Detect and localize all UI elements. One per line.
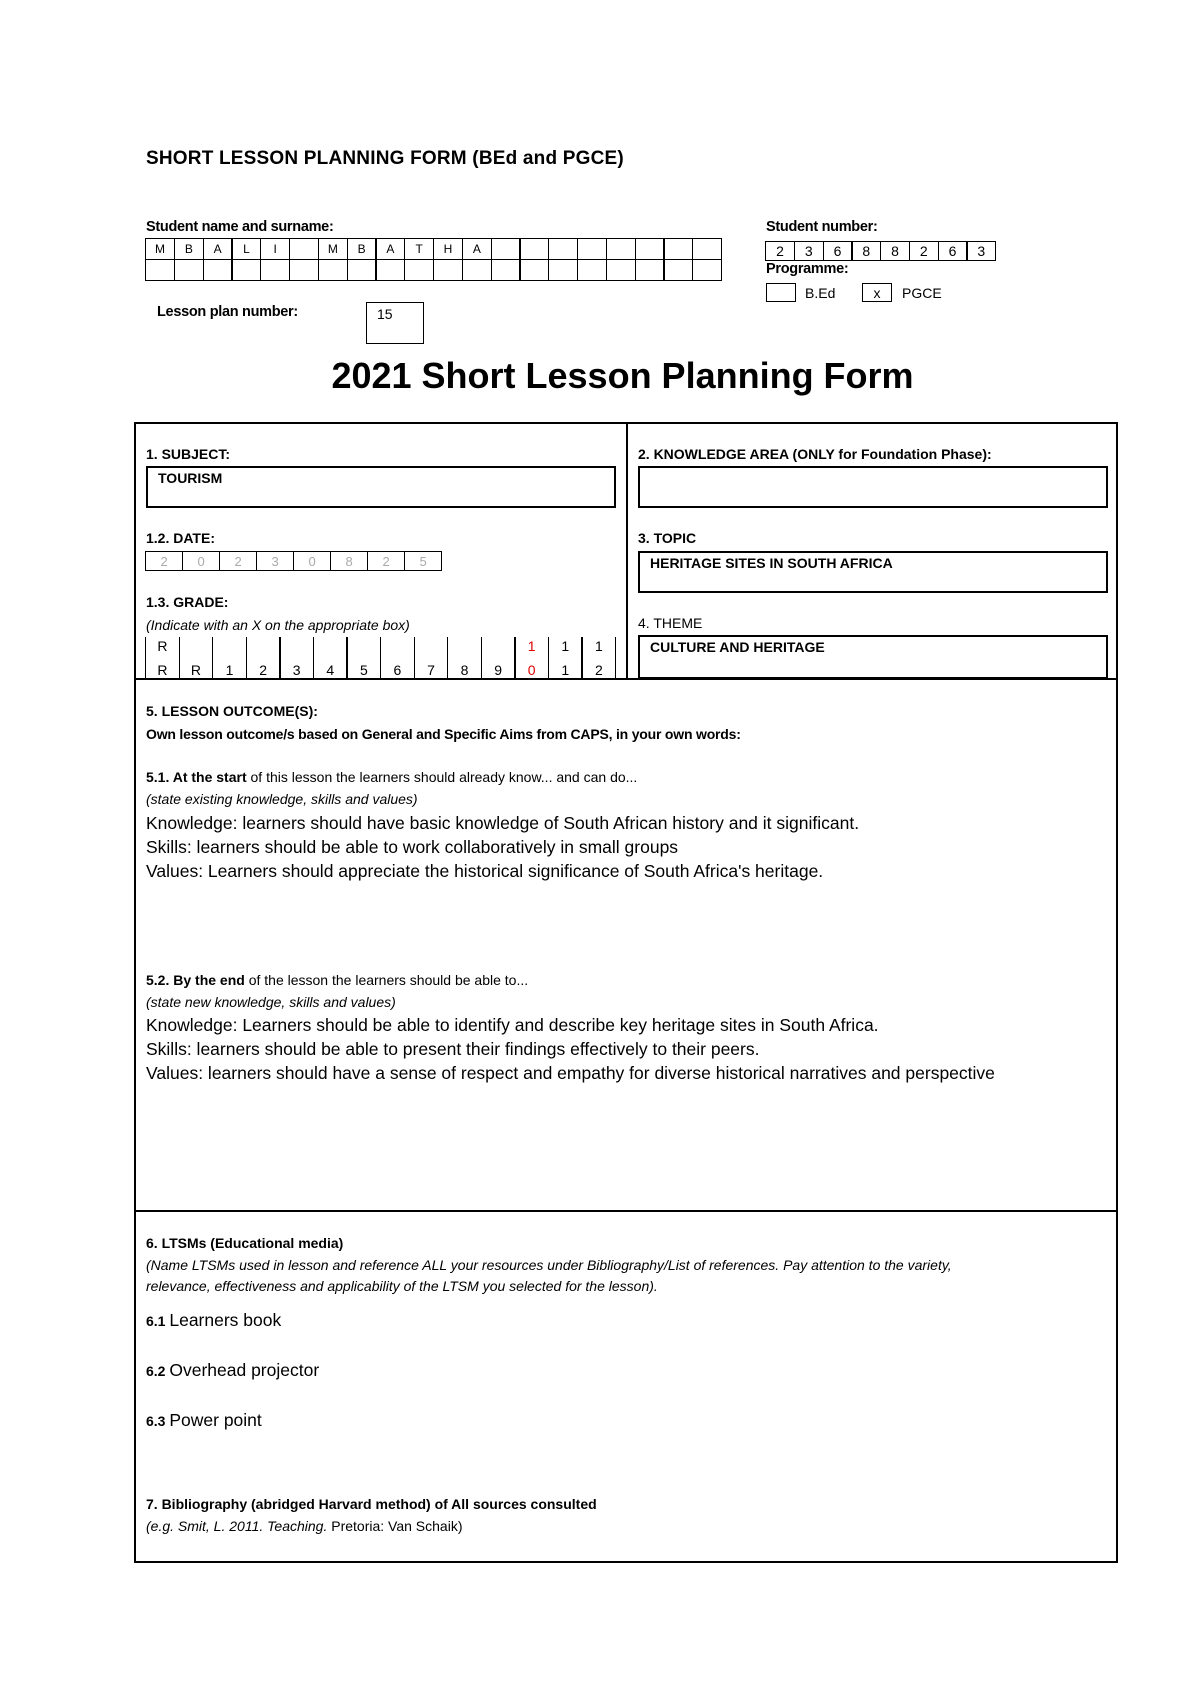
outcome-end-line: Skills: learners should be able to present their findings effectively to their peers. [146,1039,760,1059]
student-number-digit: 6 [938,241,968,261]
bibliography-example-c: Pretoria: Van Schaik) [327,1518,463,1534]
theme-field[interactable]: CULTURE AND HERITAGE [638,635,1108,679]
knowledge-area-label: 2. KNOWLEDGE AREA (ONLY for Foundation Phase): [638,446,992,462]
lesson-plan-number-label: Lesson plan number: [157,304,298,320]
name-letter-cell [577,238,607,260]
lesson-plan-number-field[interactable]: 15 [366,302,424,344]
bibliography-example-b: Teaching. [267,1518,328,1534]
name-letter-cell [347,259,377,281]
name-letter-cell [491,238,521,260]
name-letter-cell [376,259,406,281]
grade-option-cell[interactable] [481,637,515,679]
name-letter-cell [289,238,319,260]
ltsm-item-text: Power point [169,1410,262,1430]
name-letter-cell [520,238,550,260]
ltsm-label: 6. LTSMs (Educational media) [146,1235,344,1251]
name-letter-cell [606,238,636,260]
row-divider [134,1210,1118,1212]
outcome-end-heading [146,972,528,988]
name-letter-cell [491,259,521,281]
outcome-start-rest: of this lesson the learners should already know... and can do... [246,769,638,785]
outcome-start-bold: 5.1. At the start [146,769,247,785]
name-letter-cell [232,259,262,281]
student-number-digit: 6 [823,241,853,261]
main-title: 2021 Short Lesson Planning Form [331,355,914,396]
ltsm-list [146,1310,319,1460]
outcome-end-line: Values: learners should have a sense of respect and empathy for diverse historical narratives and perspective [146,1063,995,1083]
name-letter-cell: A [376,238,406,260]
grade-option-cell[interactable] [347,637,381,679]
bibliography-label: 7. Bibliography (abridged Harvard method) of All sources consulted [146,1496,597,1512]
ltsm-hint-line2: relevance, effectiveness and applicability of the LTSM you selected for the lesson). [146,1278,658,1294]
ltsm-hint-line1: (Name LTSMs used in lesson and reference ALL your resources under Bibliography/List of references. Pay attention to the variety, [146,1257,952,1273]
name-letter-cell [174,259,204,281]
grade-option-top: R [157,638,168,654]
name-letter-cell [635,259,665,281]
date-digit-cell: 8 [330,551,368,571]
bibliography-example [146,1518,462,1534]
programme-pgce-label: PGCE [902,285,942,301]
outcome-end-bold: 5.2. By the end [146,972,245,988]
date-digit-cell: 0 [293,551,331,571]
outcome-end-rest: of the lesson the learners should be able to... [244,972,529,988]
name-letter-cell [548,259,578,281]
grade-option-bottom: 6 [393,662,402,678]
name-letter-cell [404,259,434,281]
student-name-grid[interactable] [146,239,722,281]
grade-option-bottom: 4 [326,662,335,678]
date-digit-cell: 0 [182,551,220,571]
topic-field[interactable]: HERITAGE SITES IN SOUTH AFRICA [638,551,1108,593]
name-letter-cell [548,238,578,260]
ltsm-item [146,1410,319,1460]
name-letter-cell: L [232,238,262,260]
student-number-digit: 2 [909,241,939,261]
date-grid[interactable] [146,551,442,571]
date-label: 1.2. DATE: [146,530,215,546]
student-number-digit: 3 [967,241,997,261]
name-letter-cell: T [404,238,434,260]
grade-option-cell[interactable] [447,637,481,679]
name-letter-cell [692,259,722,281]
subject-field[interactable]: TOURISM [146,466,616,508]
ltsm-item-number: 6.2 [146,1363,170,1379]
name-letter-cell: M [318,238,348,260]
grade-option-cell[interactable] [582,637,616,679]
column-divider [626,422,628,680]
knowledge-area-field[interactable] [638,466,1108,508]
name-letter-cell [462,259,492,281]
name-letter-cell: B [174,238,204,260]
outcome-start-line: Knowledge: learners should have basic knowledge of South African history and it significant. [146,813,860,833]
outcome-start-line: Skills: learners should be able to work collaboratively in small groups [146,837,679,857]
grade-grid[interactable] [146,637,616,679]
grade-option-cell[interactable] [212,637,246,679]
grade-label: 1.3. GRADE: [146,594,229,610]
grade-option-bottom: R [190,662,202,678]
name-letter-cell [318,259,348,281]
name-letter-cell: I [260,238,290,260]
programme-label: Programme: [766,261,849,277]
programme-pgce-checkbox[interactable]: x [862,283,892,302]
date-digit-cell: 5 [404,551,442,571]
outcome-end-hint: (state new knowledge, skills and values) [146,994,396,1010]
ltsm-item [146,1310,319,1360]
subject-label: 1. SUBJECT: [146,446,231,462]
student-number-digit: 3 [794,241,824,261]
grade-option-bottom: 0 [527,662,536,678]
outcome-start-text[interactable] [146,811,1106,883]
name-letter-cell [520,259,550,281]
grade-option-bottom: 1 [561,662,570,678]
name-letter-cell [577,259,607,281]
grade-option-bottom: 2 [259,662,268,678]
grade-option-cell[interactable] [548,637,582,679]
outcome-start-heading [146,769,637,785]
student-number-digit: 8 [880,241,910,261]
name-letter-cell [664,238,694,260]
date-digit-cell: 2 [219,551,257,571]
grade-option-cell[interactable] [380,637,414,679]
name-letter-cell [433,259,463,281]
date-digit-cell: 2 [145,551,183,571]
name-letter-cell: H [433,238,463,260]
name-letter-cell: B [347,238,377,260]
grade-hint: (Indicate with an X on the appropriate box) [146,617,410,633]
student-number-label: Student number: [766,219,878,235]
name-letter-cell [203,259,233,281]
theme-label: 4. THEME [638,615,703,631]
grade-option-cell[interactable] [280,637,314,679]
topic-label: 3. TOPIC [638,530,697,546]
name-letter-cell [289,259,319,281]
programme-bed-label: B.Ed [805,285,836,301]
grade-option-cell[interactable] [246,637,280,679]
student-number-grid[interactable] [766,241,996,261]
grade-option-bottom: 7 [427,662,435,678]
grade-option-bottom: 9 [494,662,503,678]
form-header-title: SHORT LESSON PLANNING FORM (BEd and PGCE) [146,148,624,169]
name-letter-cell [692,238,722,260]
outcome-start-hint: (state existing knowledge, skills and values) [146,791,418,807]
outcome-end-line: Knowledge: Learners should be able to identify and describe key heritage sites in South Africa. [146,1015,879,1035]
grade-option-cell[interactable] [313,637,347,679]
name-letter-cell [145,259,175,281]
grade-option-bottom: 2 [594,662,603,678]
ltsm-item-text: Learners book [169,1310,282,1330]
name-letter-cell [606,259,636,281]
name-letter-cell [635,238,665,260]
outcomes-label: 5. LESSON OUTCOME(S): [146,703,318,719]
grade-option-bottom: 5 [359,662,368,678]
date-digit-cell: 3 [256,551,294,571]
grade-option-top: 1 [594,638,603,654]
name-letter-cell [664,259,694,281]
date-digit-cell: 2 [367,551,405,571]
grade-option-bottom: 8 [460,662,469,678]
grade-option-cell[interactable] [515,637,549,679]
grade-option-bottom: R [157,662,168,678]
student-number-digit: 8 [852,241,882,261]
ltsm-item-number: 6.3 [146,1413,170,1429]
grade-option-cell[interactable] [179,637,213,679]
bibliography-example-a: (e.g. Smit, L. 2011. [146,1518,268,1534]
grade-option-cell[interactable] [145,637,179,679]
name-letter-cell: A [203,238,233,260]
grade-option-cell[interactable] [414,637,448,679]
ltsm-item [146,1360,319,1410]
ltsm-item-number: 6.1 [146,1313,170,1329]
grade-option-bottom: 3 [292,662,301,678]
outcome-start-line: Values: Learners should appreciate the historical significance of South Africa's heritage. [146,861,824,881]
grade-option-bottom: 1 [225,662,234,678]
grade-option-top: 1 [527,638,536,654]
student-number-digit: 2 [765,241,795,261]
programme-bed-checkbox[interactable] [766,283,796,302]
outcomes-sublabel: Own lesson outcome/s based on General and Specific Aims from CAPS, in your own words: [146,726,741,742]
ltsm-item-text: Overhead projector [169,1360,320,1380]
student-name-label: Student name and surname: [146,219,334,235]
grade-option-top: 1 [561,638,570,654]
name-letter-cell [260,259,290,281]
name-letter-cell: M [145,238,175,260]
name-letter-cell: A [462,238,492,260]
outcome-end-text[interactable] [146,1013,1111,1085]
